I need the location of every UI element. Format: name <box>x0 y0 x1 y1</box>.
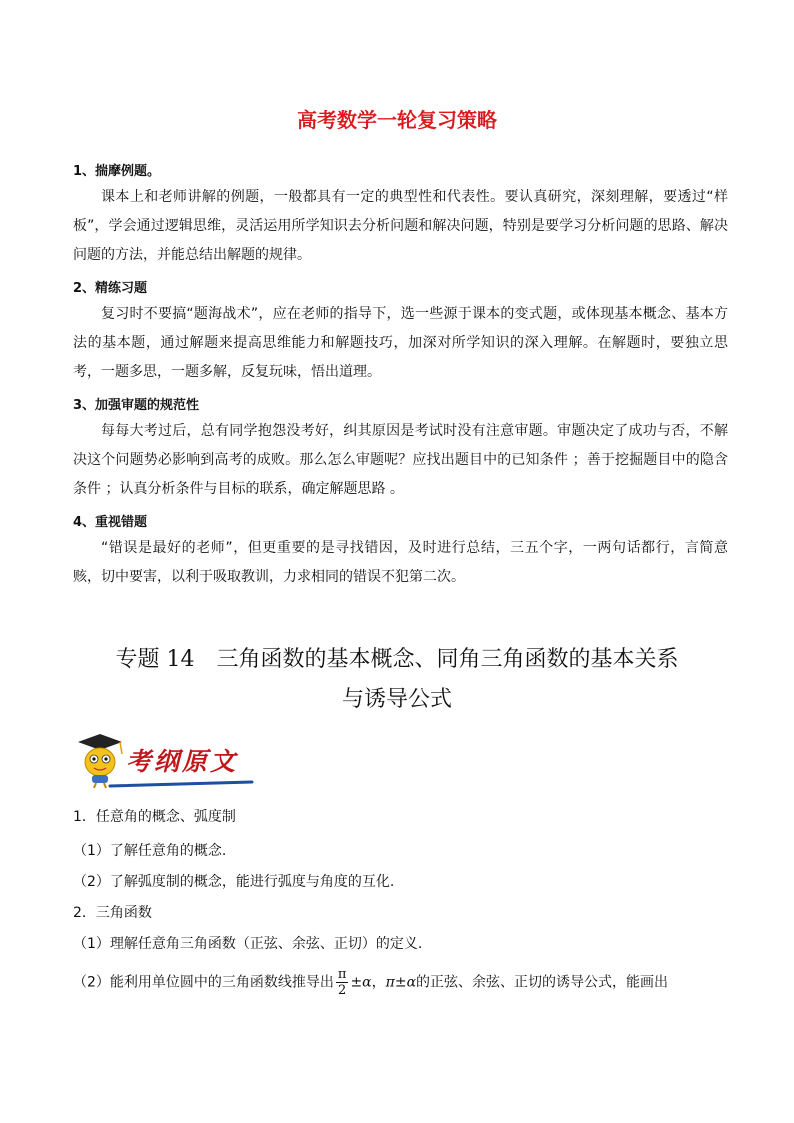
fraction-numerator: π <box>337 967 347 982</box>
topic-title-line-2: 与诱导公式 <box>341 687 452 712</box>
badge-underline <box>110 782 252 786</box>
pi-over-2-fraction <box>336 967 349 998</box>
section-heading-4: 4、重视错题 <box>73 515 148 530</box>
outline-item-2: 2．三角函数 <box>73 905 152 921</box>
outline-item-2-2-lead: （2）能利用单位圆中的三角函数线推导出 <box>73 974 334 991</box>
graduate-mascot-icon <box>78 734 122 788</box>
outline-item-1: 1．任意角的概念、弧度制 <box>73 809 236 825</box>
document-title: 高考数学一轮复习策略 <box>297 108 497 132</box>
section-body-3: 每每大考过后，总有同学抱怨没考好，纠其原因是考试时没有注意审题。审题决定了成功与否，不解决这个问题势必影响到高考的成败。那么怎么审题呢？应找出题目中的已知条件 ；善于挖掘题目中的隐含条件 ；认真分析条件与目标的联系，确定解题思路 。 <box>73 423 728 497</box>
topic-title-line-1: 专题 14 三角函数的基本概念、同角三角函数的基本关系 <box>115 647 679 672</box>
fraction-denominator: 2 <box>338 983 347 998</box>
section-body-1: 课本上和老师讲解的例题，一般都具有一定的典型性和代表性。要认真研究，深刻理解，要透过“样板”，学会通过逻辑思维，灵活运用所学知识去分析问题和解决问题，特别是要学习分析问题的思路、解决问题的方法，并能总结出解题的规律。 <box>73 189 728 263</box>
plus-minus-alpha: ±α <box>350 974 372 991</box>
exam-outline-badge <box>70 728 255 790</box>
outline-item-2-1: （1）理解任意角三角函数（正弦、余弦、正切）的定义. <box>73 936 423 952</box>
section-body-2: 复习时不要搞“题海战术”，应在老师的指导下，选一些源于课本的变式题，或体现基本概念、基本方法的基本题，通过解题来提高思维能力和解题技巧，加深对所学知识的深入理解。在解题时，要独立思考，一题多思，一题多解，反复玩味，悟出道理。 <box>73 306 728 380</box>
badge-label: 考纲原文 <box>126 747 239 776</box>
pi-plus-minus-alpha: π±α <box>385 974 417 991</box>
section-heading-1: 1、揣摩例题。 <box>73 164 161 179</box>
section-body-4: “错误是最好的老师”，但更重要的是寻找错因，及时进行总结，三五个字，一两句话都行，言简意赅，切中要害，以利于吸取教训，力求相同的错误不犯第二次。 <box>73 540 728 585</box>
outline-item-2-2 <box>73 967 668 998</box>
outline-item-1-1: （1）了解任意角的概念. <box>73 843 227 859</box>
separator-comma: ， <box>371 974 386 991</box>
topic-title <box>0 640 794 720</box>
section-heading-2: 2、精练习题 <box>73 281 148 296</box>
outline-item-1-2: （2）了解弧度制的概念，能进行弧度与角度的互化. <box>73 874 395 890</box>
section-heading-3: 3、加强审题的规范性 <box>73 398 200 413</box>
outline-item-2-2-tail: 的正弦、余弦、正切的诱导公式，能画出 <box>416 974 669 991</box>
